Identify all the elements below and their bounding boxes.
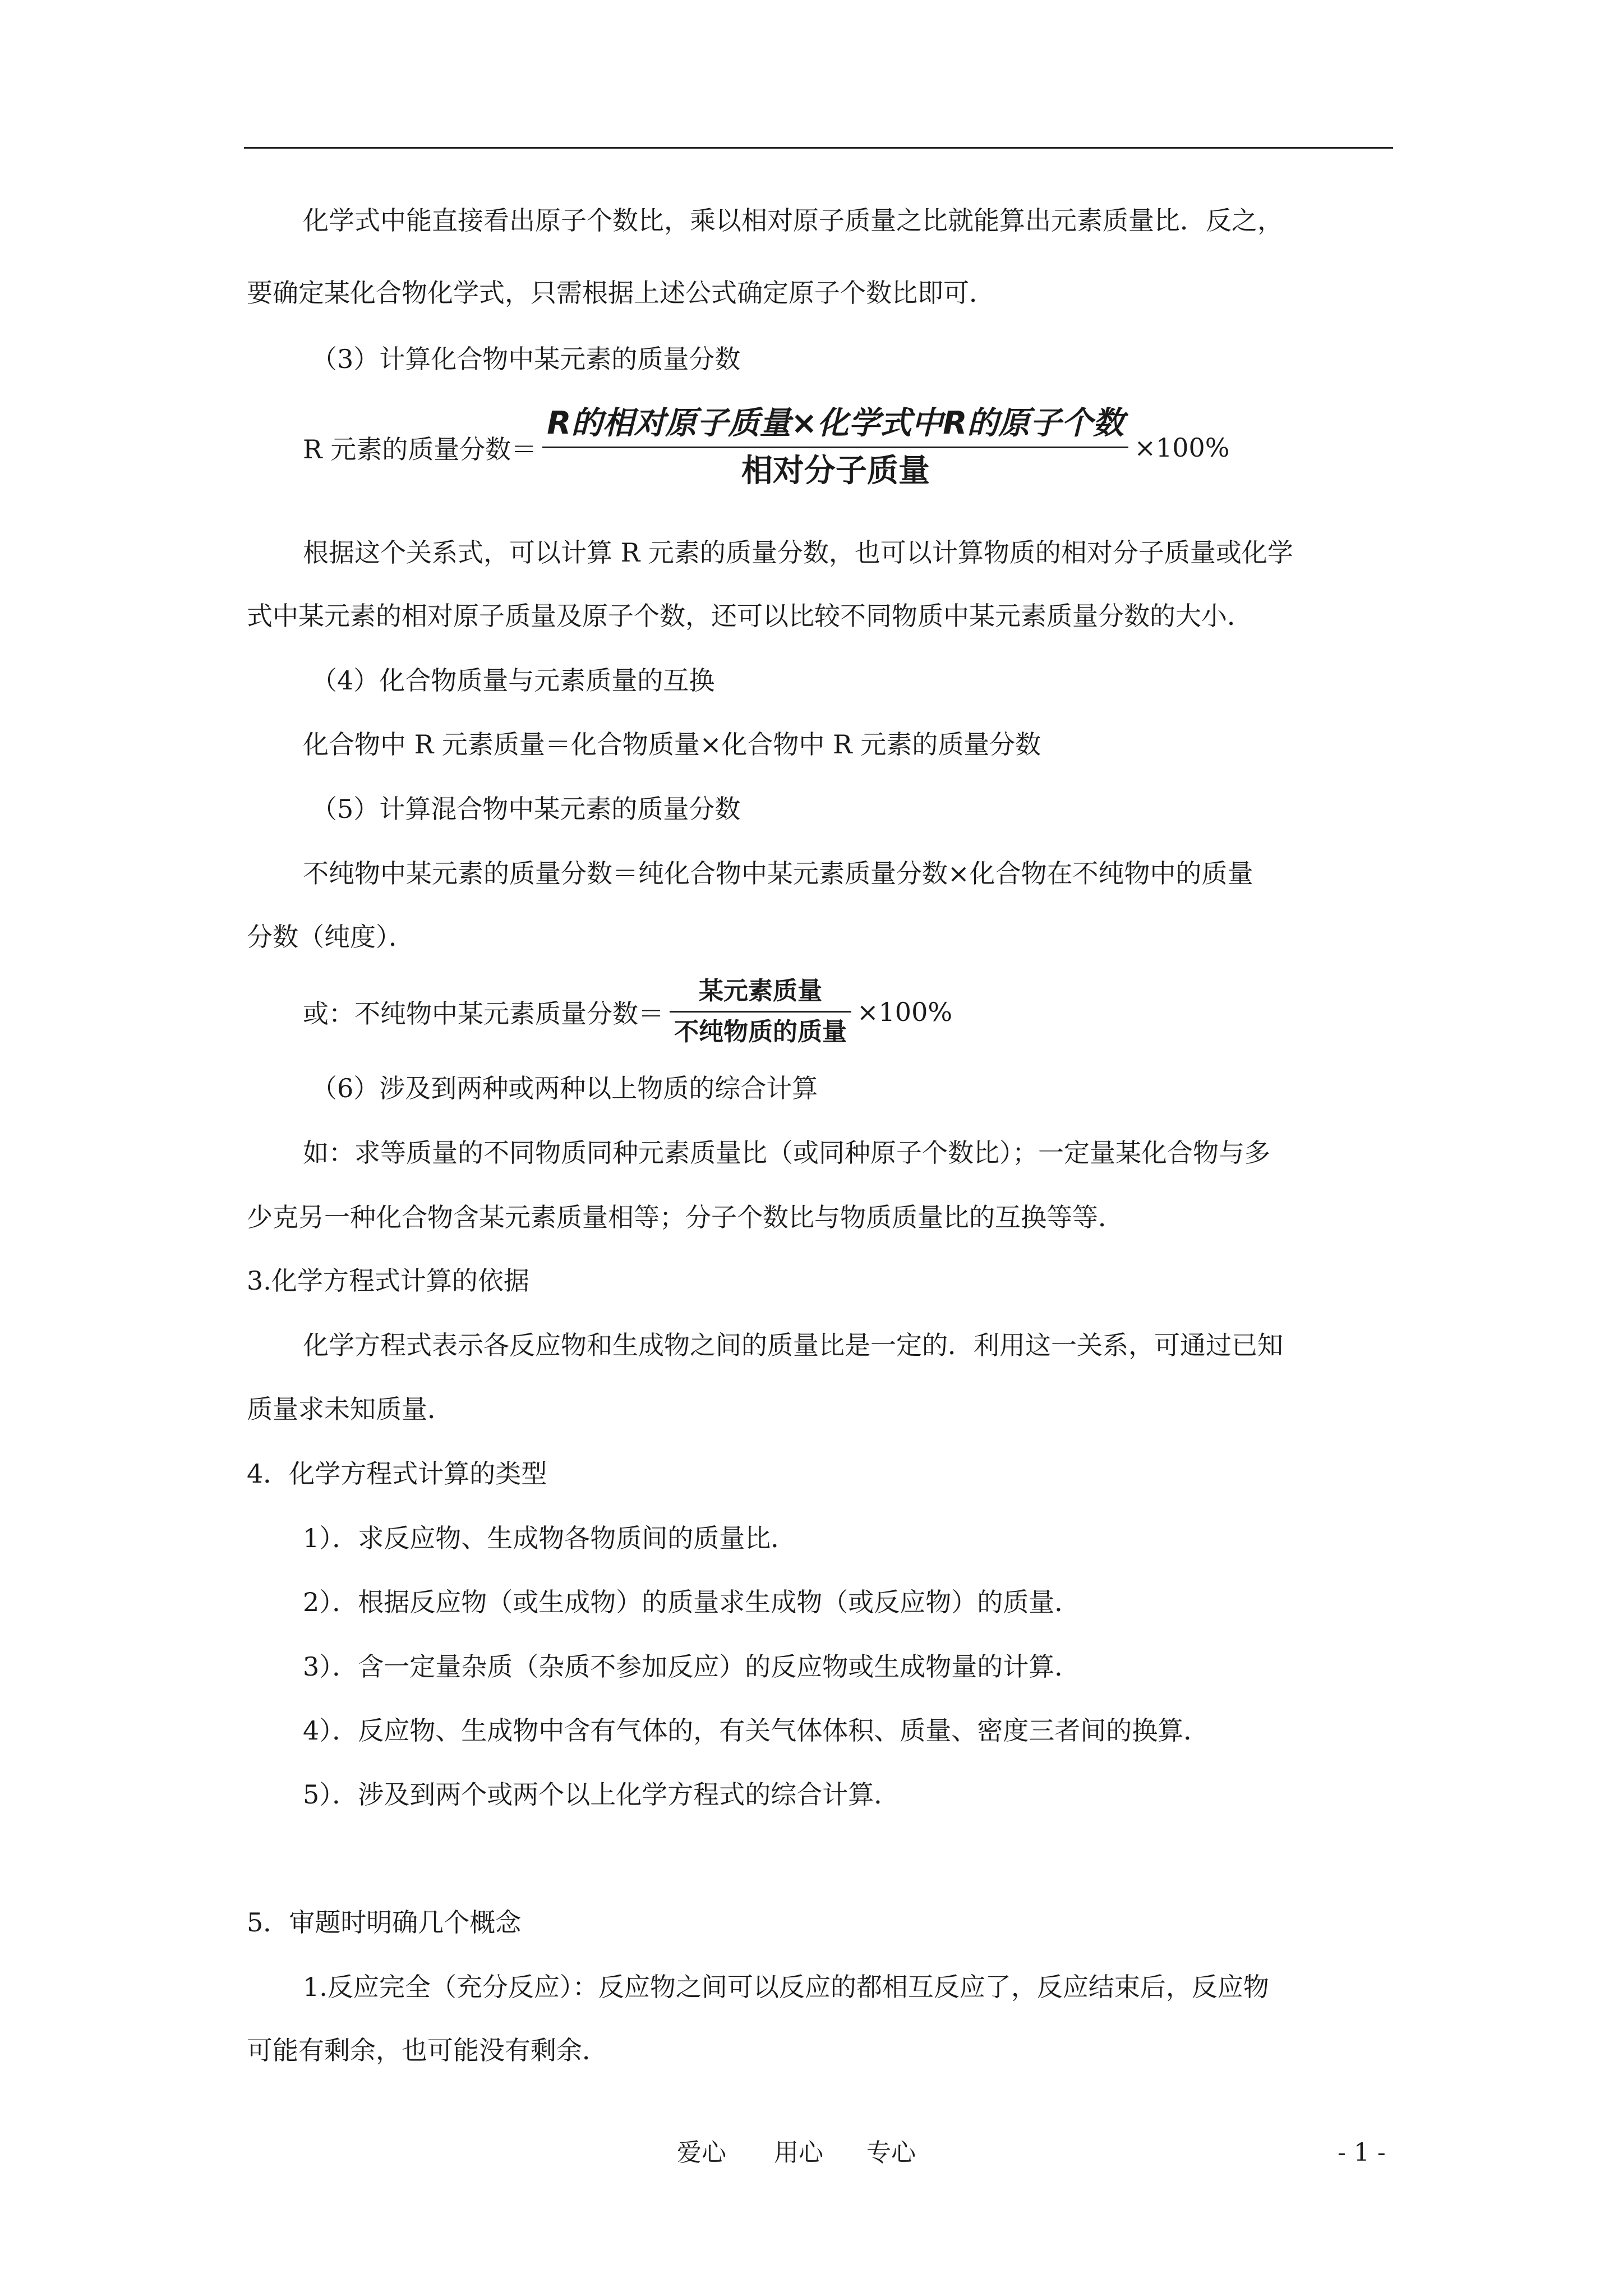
formula-mass-fraction	[303, 405, 1230, 490]
list-item: 4）．反应物、生成物中含有气体的，有关气体体积、质量、密度三者间的换算．	[303, 1715, 1210, 1746]
paragraph-line: 质量求未知质量．	[247, 1394, 453, 1424]
section-heading-3: 3.化学方程式计算的依据	[247, 1266, 529, 1296]
subheading-6: （6）涉及到两种或两种以上物质的综合计算	[311, 1073, 818, 1103]
footer-motto-love: 爱心	[677, 2138, 726, 2167]
formula-denominator: 相对分子质量	[741, 453, 930, 489]
paragraph-line: 分数（纯度）．	[247, 922, 414, 952]
formula-lhs: 或：不纯物中某元素质量分数＝	[303, 998, 664, 1029]
list-item: 5）．涉及到两个或两个以上化学方程式的综合计算．	[303, 1779, 900, 1810]
section-heading-5: 5．审题时明确几个概念	[247, 1907, 522, 1938]
fraction-bar	[542, 447, 1128, 448]
paragraph-line: 要确定某化合物化学式，只需根据上述公式确定原子个数比即可．	[247, 278, 995, 308]
section-heading-4: 4．化学方程式计算的类型	[247, 1458, 547, 1489]
footer-motto-care: 用心	[774, 2138, 823, 2167]
paragraph-line: 少克另一种化合物含某元素质量相等；分子个数比与物质质量比的互换等等．	[247, 1202, 1124, 1232]
formula-impure-fraction	[303, 976, 952, 1047]
formula-rhs: ×100%	[857, 996, 953, 1027]
formula-fraction	[542, 405, 1128, 490]
header-rule	[244, 147, 1393, 149]
formula-numerator: 某元素质量	[699, 977, 822, 1005]
paragraph-line: 式中某元素的相对原子质量及原子个数，还可以比较不同物质中某元素质量分数的大小．	[247, 601, 1253, 631]
paragraph-line: 不纯物中某元素的质量分数＝纯化合物中某元素质量分数×化合物在不纯物中的质量	[303, 858, 1253, 889]
list-item: 3）．含一定量杂质（杂质不参加反应）的反应物或生成物量的计算．	[303, 1651, 1081, 1682]
formula-fraction	[670, 976, 851, 1047]
formula-rhs: ×100%	[1134, 432, 1230, 463]
paragraph-line: 如：求等质量的不同物质同种元素质量比（或同种原子个数比）；一定量某化合物与多	[303, 1138, 1270, 1168]
list-item: 2）．根据反应物（或生成物）的质量求生成物（或反应物）的质量．	[303, 1587, 1081, 1617]
fraction-bar	[670, 1011, 851, 1013]
paragraph-line: 根据这个关系式，可以计算 R 元素的质量分数，也可以计算物质的相对分子质量或化学	[303, 537, 1293, 568]
formula-numerator: R的相对原子质量×化学式中R的原子个数	[547, 405, 1124, 441]
formula-denominator: 不纯物质的质量	[674, 1018, 847, 1046]
list-item: 1）．求反应物、生成物各物质间的质量比．	[303, 1523, 797, 1553]
footer-motto-focus: 专心	[866, 2138, 916, 2167]
paragraph-line: 化学式中能直接看出原子个数比，乘以相对原子质量之比就能算出元素质量比．反之，	[303, 205, 1283, 236]
formula-lhs: R 元素的质量分数＝	[303, 434, 537, 464]
subheading-4: （4）化合物质量与元素质量的互换	[311, 665, 715, 696]
paragraph-line: 可能有剩余，也可能没有剩余．	[247, 2035, 608, 2065]
page-number: - 1 -	[1338, 2138, 1386, 2167]
paragraph-line: 1.反应完全（充分反应）：反应物之间可以反应的都相互反应了，反应结束后，反应物	[303, 1972, 1269, 2002]
subheading-5: （5）计算混合物中某元素的质量分数	[311, 794, 741, 824]
subheading-3: （3）计算化合物中某元素的质量分数	[311, 344, 741, 374]
paragraph-line: 化学方程式表示各反应物和生成物之间的质量比是一定的．利用这一关系，可通过已知	[303, 1330, 1283, 1360]
paragraph-line: 化合物中 R 元素质量＝化合物质量×化合物中 R 元素的质量分数	[303, 729, 1041, 760]
